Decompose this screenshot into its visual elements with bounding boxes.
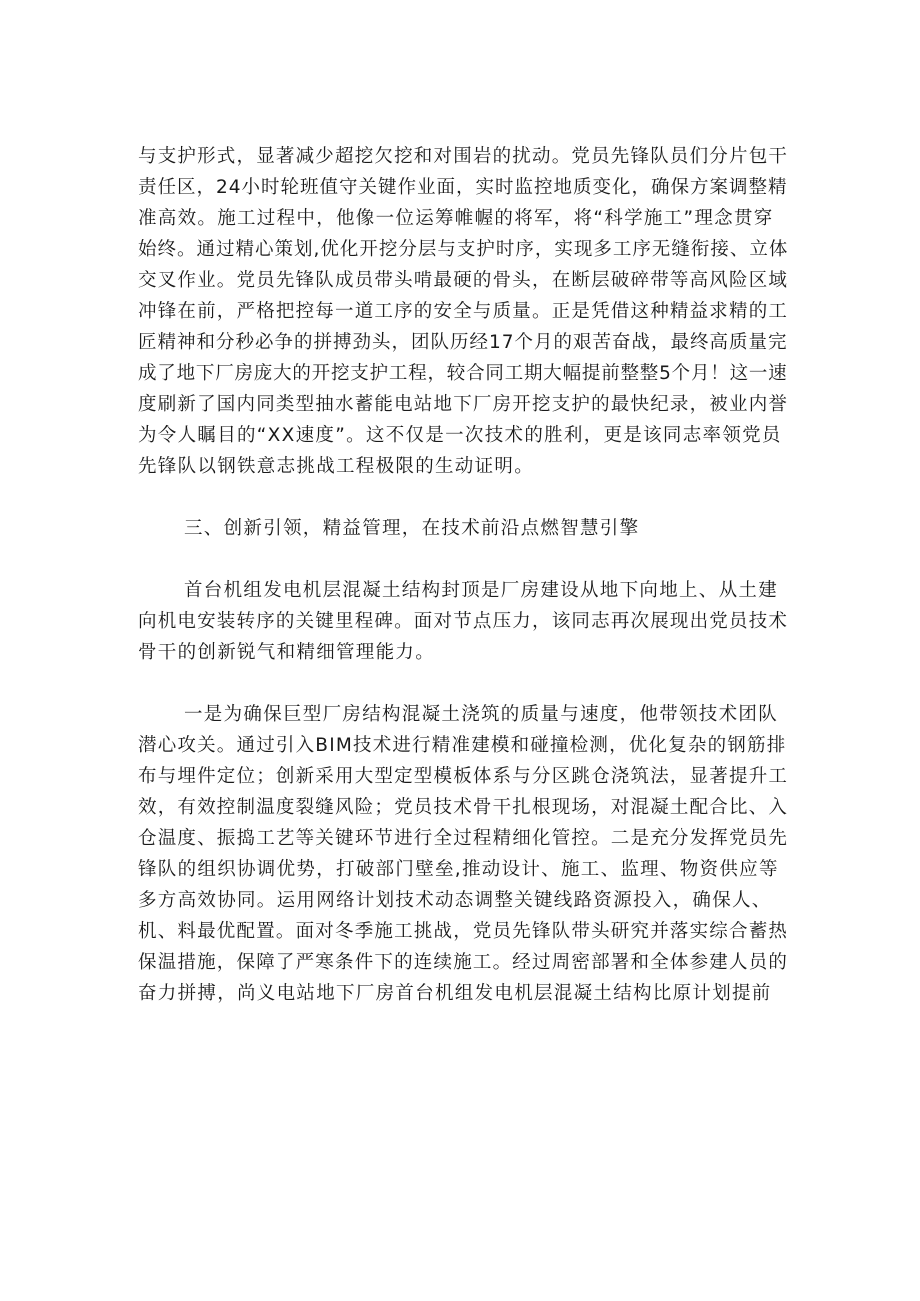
paragraph-line: 布与埋件定位；创新采用大型定型模板体系与分区跳仓浇筑法，显著提升工	[138, 766, 789, 787]
paragraph-line: 锋队的组织协调优势，打破部门壁垒,推动设计、施工、监理、物资供应等	[138, 859, 779, 880]
paragraph-line: 向机电安装转序的关键里程碑。面对节点压力，该同志再次展现出党员技术	[138, 611, 789, 632]
paragraph-line: 交叉作业。党员先锋队成员带头啃最硬的骨头，在断层破碎带等高风险区域	[138, 270, 789, 291]
paragraph-line: 成了地下厂房庞大的开挖支护工程，较合同工期大幅提前整整5个月！这一速	[138, 363, 788, 384]
paragraph-line: 奋力拼搏，尚义电站地下厂房首台机组发电机层混凝土结构比原计划提前	[138, 983, 772, 1004]
paragraph-line: 首台机组发电机层混凝土结构封顶是厂房建设从地下向地上、从土建	[184, 580, 779, 601]
paragraph-line: 与支护形式，显著减少超挖欠挖和对围岩的扰动。党员先锋队员们分片包干	[138, 146, 789, 167]
section-heading: 三、创新引领，精益管理，在技术前沿点燃智慧引擎	[184, 518, 640, 539]
paragraph-line: 先锋队以钢铁意志挑战工程极限的生动证明。	[138, 456, 535, 477]
paragraph-line: 始终。通过精心策划,优化开挖分层与支护时序，实现多工序无缝衔接、立体	[138, 239, 789, 260]
paragraph-line: 一是为确保巨型厂房结构混凝土浇筑的质量与速度，他带领技术团队	[184, 704, 779, 725]
paragraph-line: 保温措施，保障了严寒条件下的连续施工。经过周密部署和全体参建人员的	[138, 952, 789, 973]
paragraph-line: 为令人瞩目的“XX速度”。这不仅是一次技术的胜利，更是该同志率领党员	[138, 425, 782, 446]
paragraph-line: 准高效。施工过程中，他像一位运筹帷幄的将军，将“科学施工”理念贯穿	[138, 208, 774, 229]
paragraph-line: 匠精神和分秒必争的拼搏劲头，团队历经17个月的艰苦奋战，最终高质量完	[138, 332, 788, 353]
paragraph-line: 骨干的创新锐气和精细管理能力。	[138, 642, 436, 663]
paragraph-line: 效，有效控制温度裂缝风险；党员技术骨干扎根现场，对混凝土配合比、入	[138, 797, 789, 818]
paragraph-line: 机、料最优配置。面对冬季施工挑战，党员先锋队带头研究并落实综合蓄热	[138, 921, 789, 942]
paragraph-line: 冲锋在前，严格把控每一道工序的安全与质量。正是凭借这种精益求精的工	[138, 301, 789, 322]
paragraph-line: 度刷新了国内同类型抽水蓄能电站地下厂房开挖支护的最快纪录，被业内誉	[138, 394, 789, 415]
paragraph-line: 仓温度、振捣工艺等关键环节进行全过程精细化管控。二是充分发挥党员先	[138, 828, 789, 849]
paragraph-line: 潜心攻关。通过引入BIM技术进行精准建模和碰撞检测，优化复杂的钢筋排	[138, 735, 787, 756]
paragraph-line: 多方高效协同。运用网络计划技术动态调整关键线路资源投入，确保人、	[138, 890, 772, 911]
paragraph-line: 责任区，24小时轮班值守关键作业面，实时监控地质变化，确保方案调整精	[138, 177, 788, 198]
